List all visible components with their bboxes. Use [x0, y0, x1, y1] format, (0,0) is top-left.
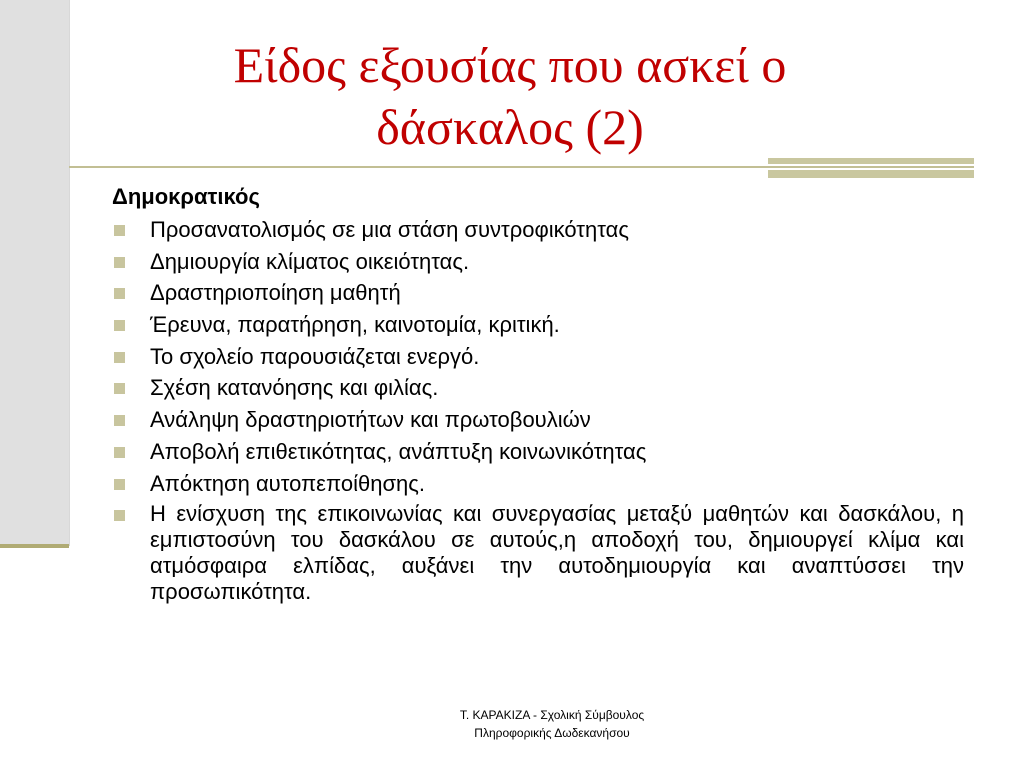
title-rule	[69, 166, 974, 168]
square-bullet-icon	[114, 352, 125, 363]
square-bullet-icon	[114, 447, 125, 458]
bullet-item	[112, 248, 964, 276]
bullet-list	[112, 216, 964, 605]
bullet-text: Σχέση κατανόησης και φιλίας.	[150, 375, 439, 401]
bullet-item	[112, 279, 964, 307]
title-rule-accent-bottom	[768, 170, 974, 178]
bullet-item	[112, 406, 964, 434]
bullet-item	[112, 311, 964, 339]
slide-body	[112, 180, 964, 609]
square-bullet-icon	[114, 479, 125, 490]
slide-title	[150, 34, 870, 158]
square-bullet-icon	[114, 225, 125, 236]
bullet-text: Έρευνα, παρατήρηση, καινοτομία, κριτική.	[150, 312, 560, 338]
bullet-text: Δημιουργία κλίματος οικειότητας.	[150, 248, 470, 274]
square-bullet-icon	[114, 288, 125, 299]
footer-line-1: Τ. ΚΑΡΑΚΙΖΑ - Σχολική Σύμβουλος	[459, 708, 645, 722]
square-bullet-icon	[114, 257, 125, 268]
side-decoration-bar	[0, 0, 70, 546]
slide-title-line-2: δάσκαλος (2)	[376, 99, 644, 155]
bullet-text: Η ενίσχυση της επικοινωνίας και συνεργασίας μεταξύ μαθητών και δασκάλου, η εμπιστοσύνη του δασκάλου σε αυτούς,η αποδοχή του, δημιουργεί κλίμα και ατμόσφαιρα ελπίδας, αυξάνει την αυτοδημιουργία και αναπτύσσει την προσωπικότητα.	[150, 501, 964, 605]
bullet-text: Προσανατολισμός σε μια στάση συντροφικότητας	[150, 217, 629, 242]
section-heading: Δημοκρατικός	[112, 184, 260, 209]
bullet-text: Ανάληψη δραστηριοτήτων και πρωτοβουλιών	[150, 407, 591, 433]
bullet-text: Αποβολή επιθετικότητας, ανάπτυξη κοινωνικότητας	[150, 438, 647, 464]
bullet-item	[112, 438, 964, 466]
footer-line-2: Πληροφορικής Δωδεκανήσου	[474, 726, 630, 740]
square-bullet-icon	[114, 320, 125, 331]
slide-title-line-1: Είδος εξουσίας που ασκεί ο	[233, 37, 787, 93]
bullet-text: Δραστηριοποίηση μαθητή	[150, 280, 401, 306]
square-bullet-icon	[114, 415, 125, 426]
bullet-item	[112, 343, 964, 371]
bullet-item	[112, 374, 964, 402]
title-rule-accent-top	[768, 158, 974, 164]
bullet-item	[112, 501, 964, 605]
bullet-text: Το σχολείο παρουσιάζεται ενεργό.	[150, 343, 480, 369]
slide-footer	[392, 706, 712, 742]
side-decoration-base	[0, 544, 69, 548]
square-bullet-icon	[114, 510, 125, 521]
bullet-item	[112, 216, 964, 244]
bullet-text: Απόκτηση αυτοπεποίθησης.	[150, 470, 425, 496]
square-bullet-icon	[114, 383, 125, 394]
bullet-item	[112, 470, 964, 498]
